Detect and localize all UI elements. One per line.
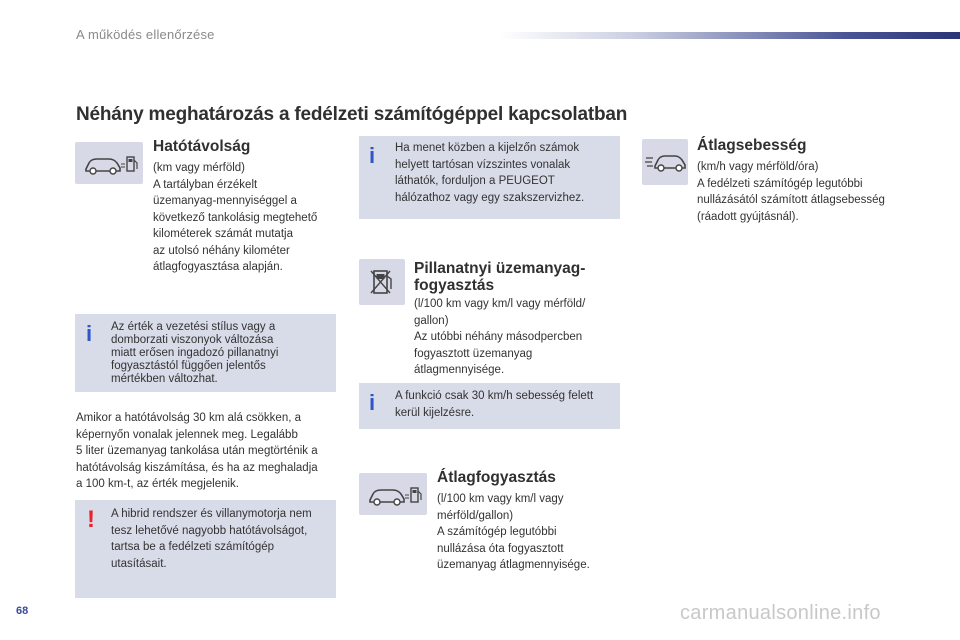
avg-speed-body: (km/h vagy mérföld/óra) A fedélzeti számítógép legutóbbi nullázásától számított átlagsebesség (ráadott gyújtásnál). (697, 161, 885, 223)
instant-title: Pillanatnyi üzemanyag- fogyasztás (414, 260, 586, 294)
hybrid-warning-text: A hibrid rendszer és villanymotorja nem tesz lehetővé nagyobb hatótávolságot, tartsa be a fedélzeti számítógép utasításait. (111, 508, 312, 570)
watermark: carmanualsonline.info (680, 602, 881, 624)
range-info-text: Az érték a vezetési stílus vagy a domborzati viszonyok változása miatt erősen ingadozó pillanatnyi fogyasztástól függően jelentős mértékben változhat. (111, 321, 279, 385)
car-fuel-pump-icon (359, 473, 427, 515)
avg-speed-icon-box (642, 139, 688, 185)
header-gradient-bar (500, 32, 960, 39)
range-body: (km vagy mérföld) A tartályban érzékelt üzemanyag-mennyiséggel a következő tankolásig megtehető kilométerek számát mutatja az utolsó néhány kilométer átlagfogyasztása alapján. (153, 162, 318, 273)
dashes-info-box (359, 136, 620, 219)
range-info-box (75, 314, 336, 392)
hybrid-warning-box (75, 500, 336, 598)
car-fuel-pump-icon (75, 142, 143, 184)
range-paragraph: Amikor a hatótávolság 30 km alá csökken, a képernyőn vonalak jelennek meg. Legalább 5 liter üzemanyag tankolása után megtörténik a hatótávolság kiszámítása, és ha az meghaladja a 100 km-t, az érték megjelenik. (76, 412, 318, 490)
avg-consumption-icon-box (359, 473, 427, 515)
avg-speed-title: Átlagsebesség (697, 137, 807, 154)
avg-consumption-title: Átlagfogyasztás (437, 469, 556, 486)
fuel-pump-crossed-icon (359, 259, 405, 305)
avg-consumption-body: (l/100 km vagy km/l vagy mérföld/gallon) A számítógép legutóbbi nullázása óta fogyasztott üzemanyag átlagmennyisége. (437, 493, 590, 571)
warning-icon: ! (87, 506, 95, 533)
page-number: 68 (16, 605, 29, 617)
info-icon: i (86, 321, 93, 346)
instant-body: (l/100 km vagy km/l vagy mérföld/ gallon) Az utóbbi néhány másodpercben fogyasztott üzemanyag átlagmennyisége. (414, 298, 586, 376)
car-speed-lines-icon (642, 139, 688, 185)
instant-info-box (359, 383, 620, 429)
info-icon: i (369, 143, 376, 168)
page-header-title: A működés ellenőrzése (76, 27, 215, 42)
main-heading: Néhány meghatározás a fedélzeti számítógéppel kapcsolatban (76, 104, 628, 125)
dashes-info-text: Ha menet közben a kijelzőn számok helyett tartósan vízszintes vonalak láthatók, forduljon a PEUGEOT hálózathoz vagy egy szakszervizhez. (395, 142, 585, 204)
info-icon: i (369, 390, 376, 415)
instant-icon-box (359, 259, 405, 305)
instant-info-text: A funkció csak 30 km/h sebesség felett kerül kijelzésre. (395, 390, 594, 419)
range-icon-box (75, 142, 143, 184)
range-title: Hatótávolság (153, 138, 251, 155)
